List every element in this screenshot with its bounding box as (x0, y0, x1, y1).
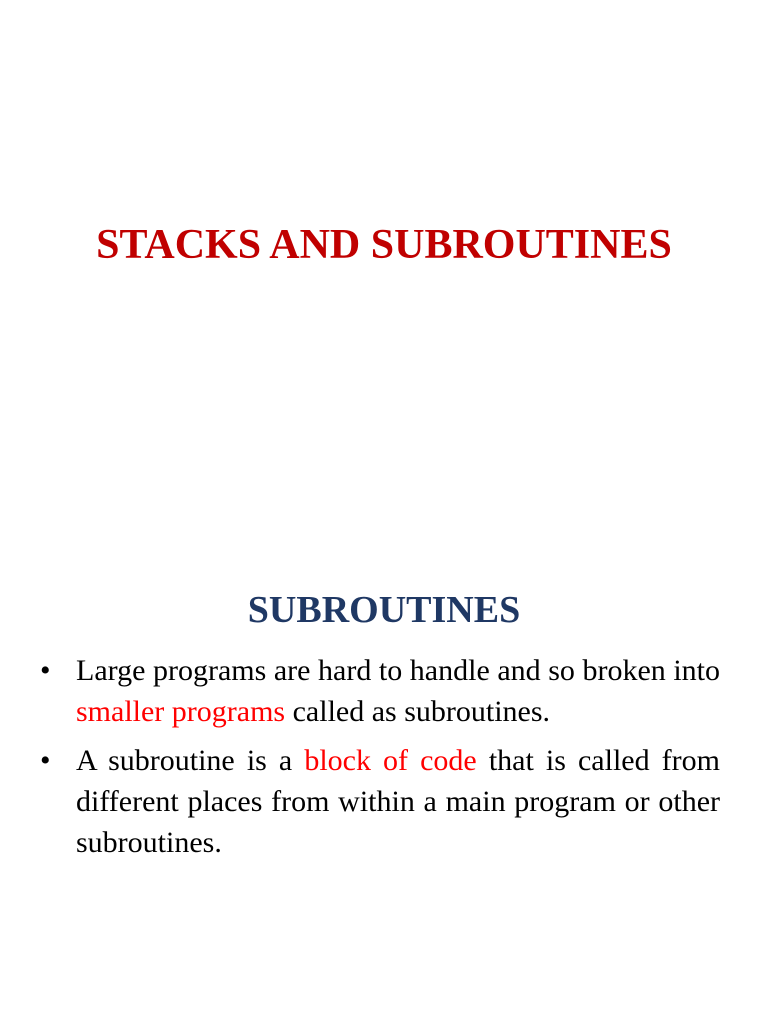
section-heading: SUBROUTINES (247, 589, 521, 631)
highlighted-term: smaller programs (76, 695, 286, 728)
bullet-text-part: A subroutine is a (76, 744, 305, 777)
bullet-item-1 (36, 650, 720, 732)
bullet-text-part: called as subroutines. (285, 695, 551, 728)
bullet-item-2 (36, 740, 720, 863)
bullet-icon: • (40, 654, 51, 687)
bullet-text-part: that is called from different places from within a main program or other subroutines. (76, 744, 720, 859)
bullet-text-part: Large programs are hard to handle and so broken into (76, 654, 720, 687)
bullet-list (36, 650, 720, 871)
highlighted-term: block of code (304, 744, 477, 777)
slide-title: STACKS AND SUBROUTINES (96, 222, 672, 268)
bullet-icon: • (40, 744, 51, 777)
